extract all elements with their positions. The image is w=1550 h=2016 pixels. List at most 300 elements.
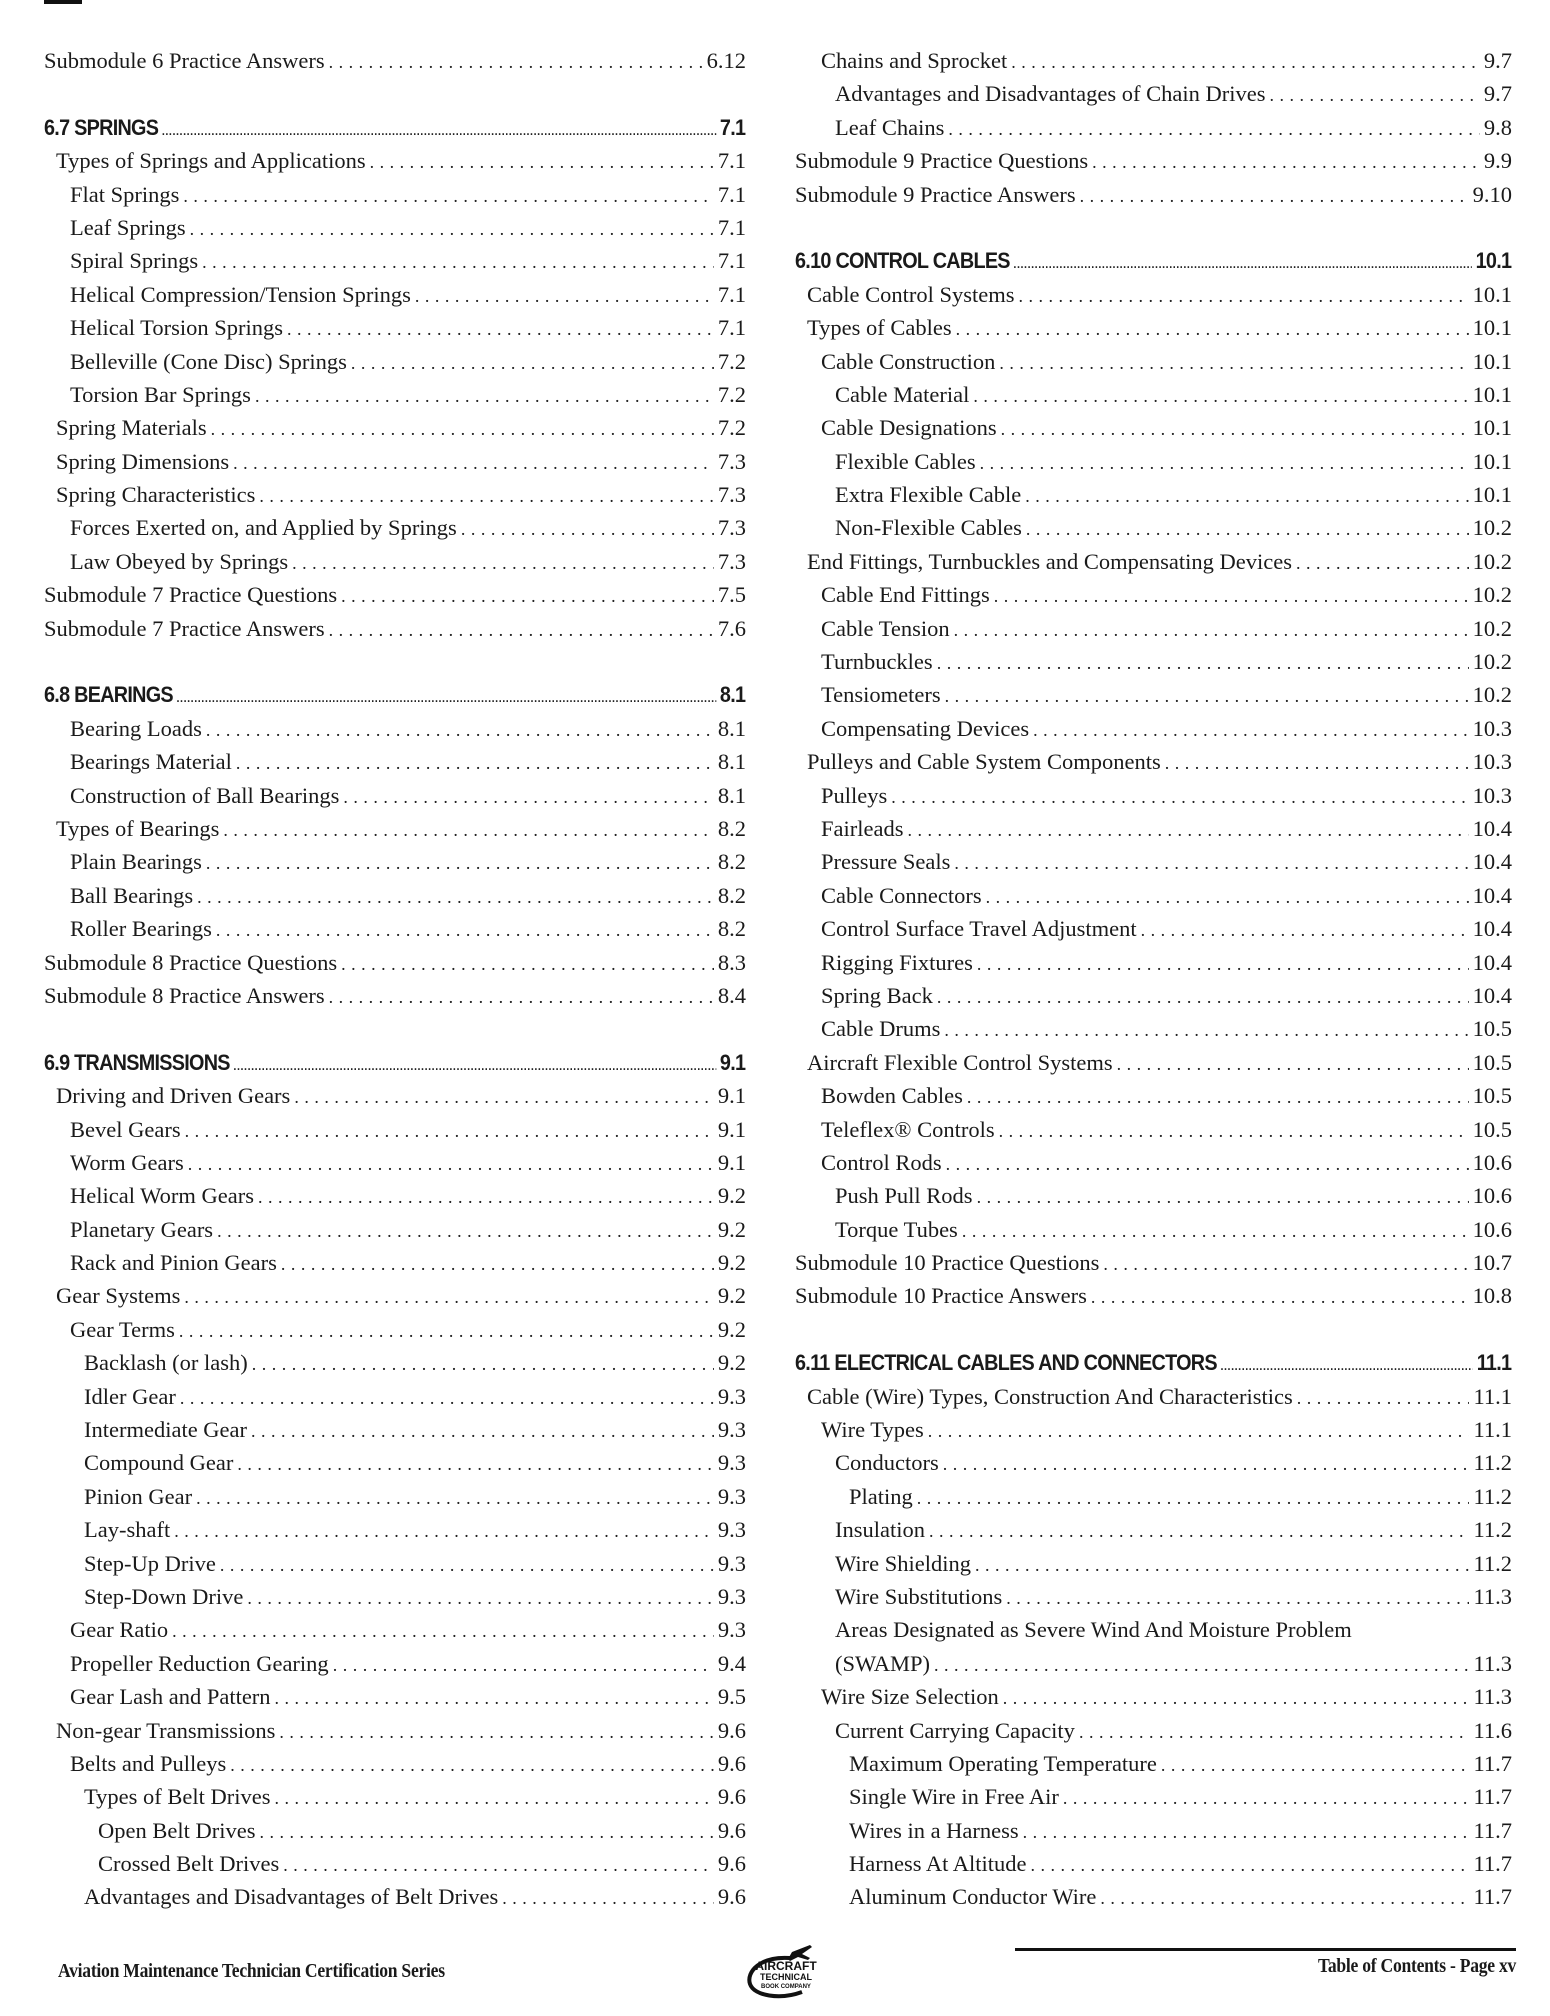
dot-leader [197,881,714,914]
toc-entry-label: Insulation [835,1517,925,1543]
dot-leader [341,948,714,981]
section-spacer [44,77,746,110]
dot-leader [1270,79,1480,112]
dot-leader [1023,1816,1470,1849]
toc-entry-construction-of-ball-bearings[interactable] [44,779,746,812]
toc-entry-page-number: 11.3 [1473,1583,1512,1609]
toc-entry-page-number: 10.7 [1472,1250,1512,1276]
svg-text:BOOK COMPANY: BOOK COMPANY [761,1984,811,1990]
dot-leader [1013,248,1472,281]
toc-entry-single-wire-in-free-air[interactable] [795,1780,1512,1813]
toc-entry-bearings-material[interactable] [44,745,746,778]
toc-entry-types-of-belt-drives[interactable] [44,1780,746,1813]
toc-entry-page-number: 10.2 [1472,548,1512,574]
footer-series-title: Aviation Maintenance Technician Certification Series [58,1960,445,1982]
toc-entry-law-obeyed-by-springs[interactable] [44,545,746,578]
toc-entry-label: (SWAMP) [835,1650,931,1676]
toc-entry-label: Pressure Seals [821,849,951,875]
toc-entry-label: Law Obeyed by Springs [70,548,289,574]
toc-entry-label: Control Surface Travel Adjustment [821,916,1137,942]
toc-entry-label: Teleflex® Controls [821,1116,995,1142]
toc-entry-page-number: 10.4 [1472,882,1512,908]
toc-entry-label: End Fittings, Turnbuckles and Compensating Devices [807,548,1292,574]
toc-entry-page-number: 7.3 [717,448,746,474]
toc-entry-fairleads[interactable] [795,812,1512,845]
toc-entry-cable-construction[interactable] [795,345,1512,378]
dot-leader [287,313,714,346]
toc-entry-plating[interactable] [795,1480,1512,1513]
toc-entry-ball-bearings[interactable] [44,879,746,912]
toc-entry-label: Leaf Springs [70,214,186,240]
toc-entry-label: Spring Materials [56,415,207,441]
dot-leader [1003,1682,1470,1715]
dot-leader [975,1549,1470,1582]
toc-entry-label: Idler Gear [84,1383,176,1409]
toc-entry-label: Crossed Belt Drives [98,1851,280,1877]
toc-entry-conductors[interactable] [795,1446,1512,1479]
dot-leader [1117,1048,1469,1081]
toc-entry-label: Fairleads [821,815,904,841]
toc-entry-label: Wire Types [821,1417,924,1443]
toc-entry-step-down-drive[interactable] [44,1580,746,1613]
dot-leader [188,1148,714,1181]
toc-entry-page-number: 9.9 [1483,148,1512,174]
toc-entry-gear-lash-and-pattern[interactable] [44,1680,746,1713]
toc-entry-helical-worm-gears[interactable] [44,1179,746,1212]
dot-leader [279,1716,713,1749]
toc-entry-cable-material[interactable] [795,378,1512,411]
toc-entry-page-number: 11.7 [1473,1851,1512,1877]
dot-leader [973,380,1468,413]
toc-entry-pulleys[interactable] [795,779,1512,812]
toc-entry-label: Bearings Material [70,749,232,775]
toc-entry-page-number: 11.3 [1473,1650,1512,1676]
toc-entry-label: Compensating Devices [821,715,1030,741]
toc-entry-gear-terms[interactable] [44,1313,746,1346]
toc-entry-aluminum-conductor-wire[interactable] [795,1880,1512,1913]
dot-leader [937,981,1469,1014]
dot-leader [370,146,714,179]
toc-entry-label: Bevel Gears [70,1116,181,1142]
dot-leader [1006,1582,1469,1615]
toc-entry-label: 6.9 TRANSMISSIONS [44,1049,230,1075]
toc-entry-page-number: 9.2 [717,1283,746,1309]
toc-entry-page-number: 7.1 [717,281,746,307]
toc-entry-page-number: 8.2 [717,916,746,942]
toc-entry-page-number: 7.1 [717,214,746,240]
toc-entry-page-number: 7.2 [717,381,746,407]
toc-entry-bearing-loads[interactable] [44,712,746,745]
toc-entry-pinion-gear[interactable] [44,1480,746,1513]
toc-entry-page-number: 10.6 [1472,1149,1512,1175]
toc-entry-idler-gear[interactable] [44,1380,746,1413]
toc-entry-leaf-chains[interactable] [795,111,1512,144]
toc-entry-page-number: 10.5 [1472,1116,1512,1142]
dot-leader [206,714,714,747]
toc-entry-submodule-8-practice-answers[interactable] [44,979,746,1012]
toc-entry-page-number: 10.3 [1472,715,1512,741]
dot-leader [211,413,714,446]
toc-entry-belleville-cone-disc-springs[interactable] [44,345,746,378]
dot-leader [230,1749,714,1782]
toc-entry-rack-and-pinion-gears[interactable] [44,1246,746,1279]
toc-entry-label: Gear Terms [70,1316,175,1342]
toc-section-heading-6-8-bearings[interactable] [44,678,745,711]
toc-entry-label: Cable (Wire) Types, Construction And Characteristics [807,1383,1293,1409]
dot-leader [977,948,1469,981]
toc-entry-page-number: 8.1 [719,682,746,708]
toc-entry-leaf-springs[interactable] [44,211,746,244]
toc-entry-turnbuckles[interactable] [795,645,1512,678]
toc-entry-submodule-7-practice-questions[interactable] [44,578,746,611]
toc-entry-torque-tubes[interactable] [795,1213,1512,1246]
dot-leader [275,1682,714,1715]
section-spacer [44,1012,746,1045]
dot-leader [1100,1882,1469,1915]
toc-entry-page-number: 10.5 [1472,1083,1512,1109]
toc-entry-types-of-cables[interactable] [795,311,1512,344]
toc-entry-label: Harness At Altitude [849,1851,1027,1877]
toc-entry-wires-in-a-harness[interactable] [795,1814,1512,1847]
toc-entry-compensating-devices[interactable] [795,712,1512,745]
toc-entry-label: Step-Down Drive [84,1583,244,1609]
toc-entry-page-number: 9.8 [1483,114,1512,140]
toc-entry-submodule-8-practice-questions[interactable] [44,946,746,979]
toc-entry-page-number: 7.3 [717,548,746,574]
toc-entry-page-number: 9.1 [717,1149,746,1175]
toc-entry-wire-types[interactable] [795,1413,1512,1446]
dot-leader [954,847,1468,880]
toc-entry-label: Submodule 9 Practice Answers [795,181,1076,207]
toc-entry-label: 6.11 ELECTRICAL CABLES AND CONNECTORS [795,1350,1217,1376]
dot-leader [1165,747,1469,780]
toc-entry-page-number: 9.3 [717,1483,746,1509]
dot-leader [247,1582,714,1615]
toc-entry-page-number: 8.1 [717,749,746,775]
toc-entry-submodule-9-practice-questions[interactable] [795,144,1512,177]
toc-entry-step-up-drive[interactable] [44,1547,746,1580]
toc-entry-control-surface-travel-adjustment[interactable] [795,912,1512,945]
toc-entry-label: Cable Construction [821,348,996,374]
toc-entry-chains-and-sprocket[interactable] [795,44,1512,77]
toc-entry-label: Rack and Pinion Gears [70,1250,277,1276]
toc-entry-insulation[interactable] [795,1513,1512,1546]
dot-leader [1220,1350,1473,1383]
toc-column-left [44,44,746,1914]
toc-entry-lay-shaft[interactable] [44,1513,746,1546]
toc-entry-label: Conductors [835,1450,939,1476]
toc-entry-label: Extra Flexible Cable [835,482,1022,508]
dot-leader [502,1882,714,1915]
toc-entry-label: Plain Bearings [70,849,202,875]
dot-leader [1019,280,1469,313]
toc-entry-label: Step-Up Drive [84,1550,216,1576]
toc-entry-page-number: 9.6 [717,1884,746,1910]
dot-leader [237,1448,714,1481]
toc-entry-page-number: 9.1 [717,1083,746,1109]
toc-entry-label: 6.8 BEARINGS [44,682,173,708]
toc-entry-flat-springs[interactable] [44,178,746,211]
toc-entry-page-number: 10.1 [1472,482,1512,508]
toc-entry-page-number: 11.1 [1476,1350,1512,1376]
toc-entry-cable-tension[interactable] [795,612,1512,645]
toc-entry-page-number: 9.2 [717,1216,746,1242]
toc-entry-page-number: 7.5 [717,582,746,608]
toc-entry-bevel-gears[interactable] [44,1113,746,1146]
dot-leader [977,1181,1469,1214]
toc-entry-label: Flat Springs [70,181,180,207]
toc-entry-spring-characteristics[interactable] [44,478,746,511]
toc-entry-label: Non-gear Transmissions [56,1717,276,1743]
toc-entry-page-number: 9.7 [1483,81,1512,107]
toc-entry-page-number: 10.1 [1475,248,1512,274]
toc-entry-wire-size-selection[interactable] [795,1680,1512,1713]
dot-leader [929,1515,1469,1548]
toc-entry-intermediate-gear[interactable] [44,1413,746,1446]
toc-entry-flexible-cables[interactable] [795,445,1512,478]
dot-leader [179,1315,714,1348]
toc-entry-plain-bearings[interactable] [44,845,746,878]
toc-entry-propeller-reduction-gearing[interactable] [44,1647,746,1680]
toc-entry-open-belt-drives[interactable] [44,1814,746,1847]
toc-entry-label: Roller Bearings [70,916,212,942]
toc-entry-page-number: 10.1 [1472,281,1512,307]
toc-entry-page-number: 10.4 [1472,849,1512,875]
toc-entry-teleflex-controls[interactable] [795,1113,1512,1146]
toc-entry-label: Wire Size Selection [821,1684,999,1710]
dot-leader [184,1281,714,1314]
toc-entry-page-number: 8.2 [717,815,746,841]
toc-entry-page-number: 10.2 [1472,649,1512,675]
toc-entry-page-number: 9.6 [717,1717,746,1743]
toc-entry-label: Bowden Cables [821,1083,963,1109]
dot-leader [174,1515,714,1548]
dot-leader [183,180,713,213]
toc-entry-page-number: 10.5 [1472,1016,1512,1042]
toc-entry-control-rods[interactable] [795,1146,1512,1179]
dot-leader [948,113,1480,146]
toc-entry-page-number: 10.2 [1472,682,1512,708]
toc-entry-label: Cable Material [835,381,970,407]
toc-entry-label: Propeller Reduction Gearing [70,1650,329,1676]
toc-section-heading-6-11-electrical-cables-and-connectors[interactable] [795,1346,1511,1379]
toc-entry-page-number: 9.10 [1472,181,1512,207]
toc-entry-label: Types of Springs and Applications [56,148,366,174]
dot-leader [329,614,714,647]
toc-entry-end-fittings-turnbuckles-and-compensating-devices[interactable] [795,545,1512,578]
toc-entry-bowden-cables[interactable] [795,1079,1512,1112]
toc-section-heading-6-9-transmissions[interactable] [44,1046,745,1079]
toc-entry-belts-and-pulleys[interactable] [44,1747,746,1780]
toc-entry-cable-drums[interactable] [795,1012,1512,1045]
dot-leader [1030,1849,1469,1882]
toc-entry-aircraft-flexible-control-systems[interactable] [795,1046,1512,1079]
toc-entry-label: Submodule 8 Practice Questions [44,949,338,975]
toc-entry-page-number: 9.3 [717,1417,746,1443]
dot-leader [1161,1749,1470,1782]
toc-entry-current-carrying-capacity[interactable] [795,1714,1512,1747]
toc-entry-spiral-springs[interactable] [44,244,746,277]
toc-entry-cable-control-systems[interactable] [795,278,1512,311]
section-spacer [44,645,746,678]
dot-leader [986,881,1469,914]
toc-entry-harness-at-altitude[interactable] [795,1847,1512,1880]
toc-entry-cable-end-fittings[interactable] [795,578,1512,611]
toc-entry-page-number: 9.6 [717,1750,746,1776]
toc-entry-page-number: 10.1 [1472,348,1512,374]
toc-entry-page-number: 10.1 [1472,381,1512,407]
toc-entry-page-number: 7.6 [717,615,746,641]
toc-entry-planetary-gears[interactable] [44,1213,746,1246]
toc-entry-non-flexible-cables[interactable] [795,511,1512,544]
toc-entry-label: Aircraft Flexible Control Systems [807,1049,1113,1075]
toc-entry-page-number: 10.6 [1472,1216,1512,1242]
toc-entry-page-number: 7.1 [717,181,746,207]
dot-leader [928,1415,1470,1448]
toc-entry-push-pull-rods[interactable] [795,1179,1512,1212]
toc-entry-swamp[interactable] [795,1647,1512,1680]
toc-entry-page-number: 10.4 [1472,916,1512,942]
toc-entry-spring-dimensions[interactable] [44,445,746,478]
footer-rule [1015,1948,1516,1951]
dot-leader [415,280,714,313]
toc-entry-label: Leaf Chains [835,114,945,140]
toc-entry-label: Plating [849,1483,913,1509]
dot-leader [351,347,714,380]
toc-entry-page-number: 8.3 [717,949,746,975]
dot-leader [294,1081,714,1114]
toc-entry-backlash-or-lash[interactable] [44,1346,746,1379]
toc-entry-page-number: 10.2 [1472,515,1512,541]
toc-entry-label: Helical Compression/Tension Springs [70,281,411,307]
toc-entry-gear-ratio[interactable] [44,1613,746,1646]
toc-entry-submodule-10-practice-answers[interactable] [795,1279,1512,1312]
toc-entry-spring-materials[interactable] [44,411,746,444]
toc-entry-label: Driving and Driven Gears [56,1083,291,1109]
toc-entry-cable-wire-types-construction-and-characteristics[interactable] [795,1380,1512,1413]
toc-entry-areas-designated-as-severe-wind-and-moisture-problem[interactable] [795,1613,1512,1646]
toc-entry-label: Wires in a Harness [849,1817,1019,1843]
toc-entry-submodule-7-practice-answers[interactable] [44,612,746,645]
dot-leader [937,647,1469,680]
toc-entry-label: Pulleys [821,782,888,808]
dot-leader [216,914,714,947]
dot-leader [1092,146,1480,179]
dot-leader [283,1849,714,1882]
toc-entry-submodule-9-practice-answers[interactable] [795,178,1512,211]
dot-leader [1026,513,1469,546]
toc-entry-maximum-operating-temperature[interactable] [795,1747,1512,1780]
toc-entry-torsion-bar-springs[interactable] [44,378,746,411]
toc-entry-types-of-bearings[interactable] [44,812,746,845]
toc-entry-crossed-belt-drives[interactable] [44,1847,746,1880]
toc-entry-page-number: 8.2 [717,849,746,875]
toc-entry-driving-and-driven-gears[interactable] [44,1079,746,1112]
toc-entry-pulleys-and-cable-system-components[interactable] [795,745,1512,778]
toc-entry-label: Areas Designated as Severe Wind And Moisture Problem [835,1617,1352,1643]
toc-entry-label: Submodule 7 Practice Answers [44,615,325,641]
toc-entry-submodule-10-practice-questions[interactable] [795,1246,1512,1279]
toc-entry-helical-torsion-springs[interactable] [44,311,746,344]
toc-section-heading-6-7-springs[interactable] [44,111,745,144]
dot-leader [180,1382,714,1415]
dot-leader [917,1482,1470,1515]
dot-leader [206,847,714,880]
toc-entry-page-number: 9.2 [717,1316,746,1342]
toc-entry-cable-designations[interactable] [795,411,1512,444]
toc-entry-pressure-seals[interactable] [795,845,1512,878]
toc-entry-rigging-fixtures[interactable] [795,946,1512,979]
toc-entry-label: Current Carrying Capacity [835,1717,1075,1743]
toc-entry-label: Backlash (or lash) [84,1350,248,1376]
toc-entry-page-number: 10.2 [1472,615,1512,641]
toc-column-right [795,44,1512,1914]
dot-leader [967,1081,1469,1114]
toc-entry-compound-gear[interactable] [44,1446,746,1479]
toc-entry-advantages-and-disadvantages-of-belt-drives[interactable] [44,1880,746,1913]
toc-entry-page-number: 9.7 [1483,48,1512,73]
toc-entry-spring-back[interactable] [795,979,1512,1012]
toc-entry-wire-shielding[interactable] [795,1547,1512,1580]
toc-entry-page-number: 11.2 [1473,1483,1512,1509]
toc-entry-label: Types of Cables [807,315,952,341]
toc-entry-label: Worm Gears [70,1149,184,1175]
toc-entry-forces-exerted-on-and-applied-by-springs[interactable] [44,511,746,544]
toc-entry-label: Advantages and Disadvantages of Belt Drives [84,1884,499,1910]
toc-entry-cable-connectors[interactable] [795,879,1512,912]
toc-entry-page-number: 8.2 [717,882,746,908]
toc-entry-label: Pinion Gear [84,1483,193,1509]
toc-entry-types-of-springs-and-applications[interactable] [44,144,746,177]
toc-entry-page-number: 10.3 [1472,749,1512,775]
toc-entry-submodule-6-practice-answers[interactable] [44,44,746,77]
toc-entry-label: Spring Back [821,982,933,1008]
toc-entry-label: Ball Bearings [70,882,194,908]
toc-entry-label: Turnbuckles [821,649,933,675]
toc-entry-label: Open Belt Drives [98,1817,256,1843]
toc-entry-label: Construction of Ball Bearings [70,782,340,808]
dot-leader [943,1448,1470,1481]
toc-entry-page-number: 11.7 [1473,1750,1512,1776]
dot-leader [176,682,716,715]
toc-entry-advantages-and-disadvantages-of-chain-drives[interactable] [795,77,1512,110]
dot-leader [945,680,1469,713]
toc-entry-extra-flexible-cable[interactable] [795,478,1512,511]
dot-leader [258,1181,714,1214]
toc-entry-wire-substitutions[interactable] [795,1580,1512,1613]
toc-section-heading-6-10-control-cables[interactable] [795,244,1511,277]
toc-entry-non-gear-transmissions[interactable] [44,1714,746,1747]
dot-leader [891,781,1468,814]
toc-entry-page-number: 10.8 [1472,1283,1512,1309]
dot-leader [461,513,714,546]
toc-entry-page-number: 9.2 [717,1250,746,1276]
toc-entry-worm-gears[interactable] [44,1146,746,1179]
toc-entry-page-number: 9.3 [717,1617,746,1643]
toc-entry-label: Types of Bearings [56,815,220,841]
toc-entry-helical-compression-tension-springs[interactable] [44,278,746,311]
toc-entry-roller-bearings[interactable] [44,912,746,945]
toc-entry-label: Submodule 6 Practice Answers [44,48,325,73]
toc-entry-page-number: 9.3 [717,1450,746,1476]
toc-entry-gear-systems[interactable] [44,1279,746,1312]
footer-page-label: Table of Contents - Page xv [1317,1955,1516,1977]
toc-entry-label: Gear Systems [56,1283,181,1309]
toc-entry-tensiometers[interactable] [795,678,1512,711]
toc-entry-label: Bearing Loads [70,715,202,741]
toc-entry-page-number: 8.1 [717,715,746,741]
toc-entry-page-number: 10.4 [1472,982,1512,1008]
